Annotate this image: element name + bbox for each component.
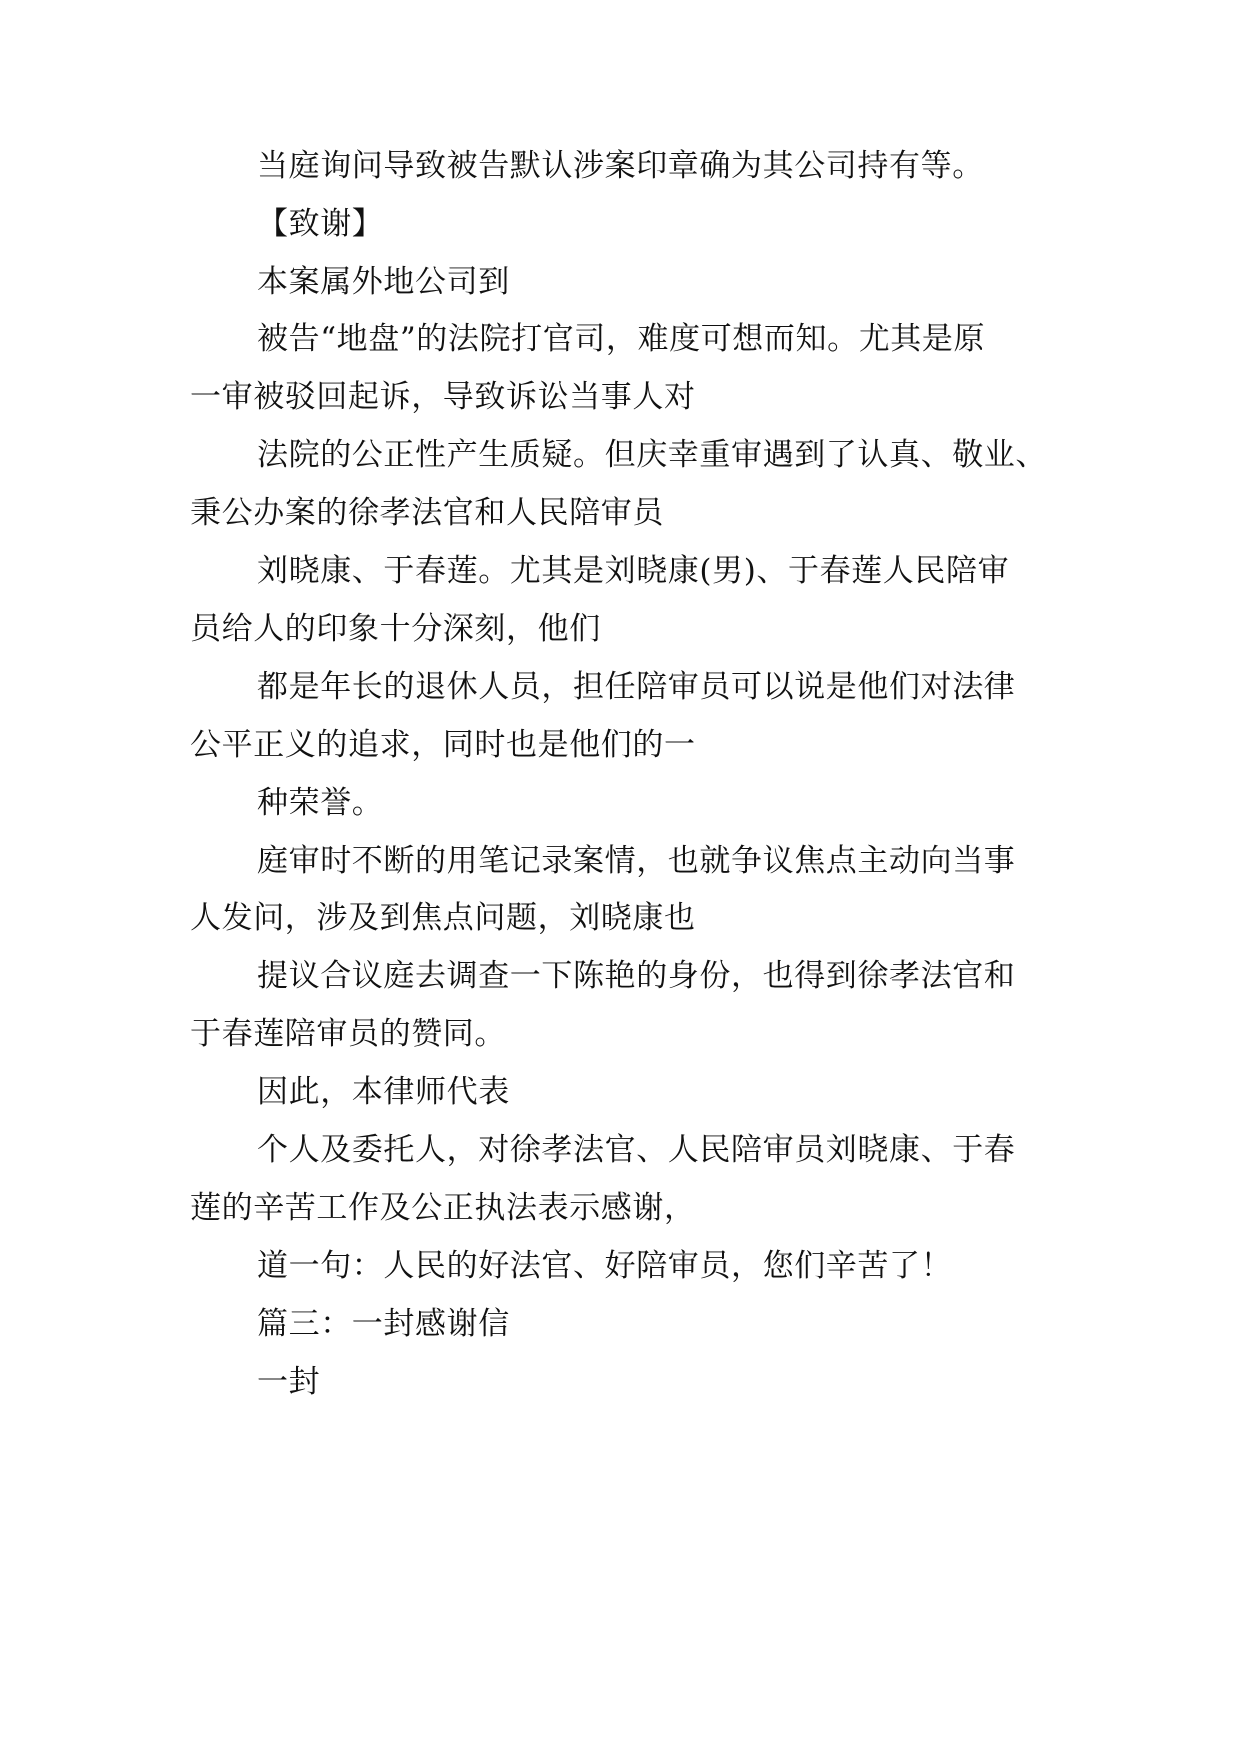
text-line: 道一句：人民的好法官、好陪审员，您们辛苦了！ xyxy=(257,1248,953,1284)
text-line: 当庭询问导致被告默认涉案印章确为其公司持有等。 xyxy=(257,148,984,184)
text-line: 因此，本律师代表 xyxy=(257,1074,510,1110)
text-line: 于春莲陪审员的赞同。 xyxy=(190,1016,506,1052)
text-line: 刘晓康、于春莲。尤其是刘晓康(男)、于春莲人民陪审 xyxy=(257,553,1010,589)
text-line: 被告“地盘”的法院打官司，难度可想而知。尤其是原 xyxy=(257,321,986,357)
text-line: 本案属外地公司到 xyxy=(257,264,510,300)
text-line: 种荣誉。 xyxy=(257,785,384,821)
text-line: 庭审时不断的用笔记录案情，也就争议焦点主动向当事 xyxy=(257,843,1016,879)
text-line: 提议合议庭去调查一下陈艳的身份，也得到徐孝法官和 xyxy=(257,958,1016,994)
text-line: 人发问，涉及到焦点问题，刘晓康也 xyxy=(190,900,696,936)
text-line: 一封 xyxy=(257,1364,321,1400)
text-line: 个人及委托人，对徐孝法官、人民陪审员刘晓康、于春 xyxy=(257,1132,1016,1168)
text-line: 员给人的印象十分深刻，他们 xyxy=(190,611,601,647)
text-line: 莲的辛苦工作及公正执法表示感谢， xyxy=(190,1190,696,1226)
text-line: 法院的公正性产生质疑。但庆幸重审遇到了认真、敬业、 xyxy=(257,437,1047,473)
text-line: 一审被驳回起诉，导致诉讼当事人对 xyxy=(190,379,696,415)
section-heading: 【致谢】 xyxy=(257,206,384,242)
text-line: 公平正义的追求，同时也是他们的一 xyxy=(190,727,696,763)
text-line: 秉公办案的徐孝法官和人民陪审员 xyxy=(190,495,664,531)
text-line: 都是年长的退休人员，担任陪审员可以说是他们对法律 xyxy=(257,669,1016,705)
section-title: 篇三：一封感谢信 xyxy=(257,1306,510,1342)
